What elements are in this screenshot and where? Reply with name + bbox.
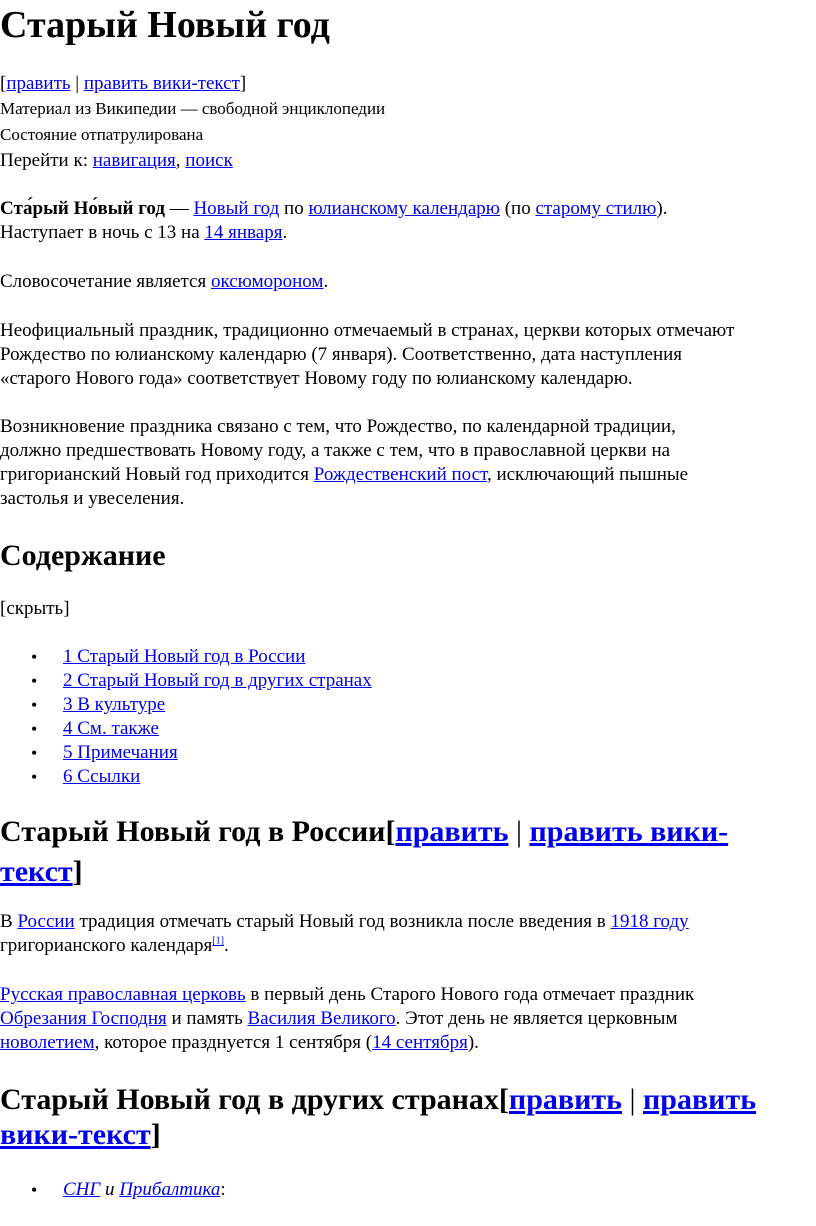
edit-bar xyxy=(0,72,246,96)
reference-link[interactable]: [1] xyxy=(212,935,224,947)
sep-14-link[interactable]: 14 сентября xyxy=(372,1032,468,1053)
bracket-open: [ xyxy=(385,815,396,848)
toc-toggle[interactable]: [скрыть] xyxy=(0,598,70,619)
text: , исключающий пышные xyxy=(486,464,689,485)
russia-p1-line-2 xyxy=(0,934,229,958)
jump-label: Перейти к: xyxy=(0,150,93,171)
toc-list xyxy=(0,645,372,789)
intro-line-1 xyxy=(0,197,667,221)
text: ). xyxy=(467,1032,479,1053)
russia-link[interactable]: России xyxy=(17,911,75,932)
edit-wikitext-link[interactable]: править вики-текст xyxy=(83,73,240,94)
section-heading-russia-cont xyxy=(0,852,83,892)
church-new-year-link[interactable]: новолетием xyxy=(0,1032,95,1053)
text: Словосочетание является xyxy=(0,271,211,292)
paragraph-3-line-2: Рождество по юлианскому календарю (7 января). Соответственно, дата наступления xyxy=(0,344,683,365)
bracket-close: ] xyxy=(150,1118,161,1151)
section-edit-wikitext-link[interactable]: править xyxy=(643,1083,757,1116)
text: и xyxy=(100,1179,120,1200)
new-year-link[interactable]: Новый год xyxy=(193,198,280,219)
intro-line-2 xyxy=(0,221,287,245)
russia-p1-line-1 xyxy=(0,910,689,934)
old-style-link[interactable]: старому стилю xyxy=(535,198,657,219)
toc-item xyxy=(0,693,372,717)
bracket-close: ] xyxy=(239,73,247,94)
section-heading-russia xyxy=(0,812,728,852)
toc-item xyxy=(0,717,372,741)
jump-navigation-link[interactable]: навигация xyxy=(92,150,176,171)
text: . xyxy=(223,935,229,956)
julian-calendar-link[interactable]: юлианскому календарю xyxy=(308,198,500,219)
text: (по xyxy=(499,198,536,219)
section-title: Старый Новый год в России xyxy=(0,815,386,848)
year-1918-link[interactable]: 1918 году xyxy=(610,911,689,932)
cis-link[interactable]: СНГ xyxy=(63,1179,101,1200)
text: . xyxy=(282,222,288,243)
oxymoron-paragraph xyxy=(0,270,328,294)
patrol-state: Состояние отпатрулирована xyxy=(0,125,204,144)
source-note: Материал из Википедии — свободной энциклопедии xyxy=(0,99,386,118)
text: Наступает в ночь с 13 на xyxy=(0,222,205,243)
edit-link[interactable]: править xyxy=(6,73,71,94)
russia-p2-line-3 xyxy=(0,1031,479,1055)
toc-item xyxy=(0,765,372,789)
text: григорианского календаря xyxy=(0,935,213,956)
toc-link-russia[interactable]: 1 Старый Новый год в России xyxy=(63,646,306,667)
paragraph-4-line-4: застолья и увеселения. xyxy=(0,488,185,509)
text: : xyxy=(220,1179,226,1200)
jump-search-link[interactable]: поиск xyxy=(185,150,233,171)
toc-link-notes[interactable]: 5 Примечания xyxy=(63,742,178,763)
paragraph-4-line-3 xyxy=(0,463,688,487)
oxymoron-link[interactable]: оксюмороном xyxy=(210,271,324,292)
text: по xyxy=(279,198,309,219)
jump-to xyxy=(0,149,233,173)
toc-item xyxy=(0,741,372,765)
toc-heading: Содержание xyxy=(0,539,166,572)
section-edit-wikitext-link-cont[interactable]: текст xyxy=(0,855,73,888)
section-edit-wikitext-link-cont[interactable]: вики-текст xyxy=(0,1118,151,1151)
text: . xyxy=(323,271,329,292)
list-item xyxy=(0,1178,226,1202)
paragraph-3-line-3: «старого Нового года» соответствует Новому году по юлианскому календарю. xyxy=(0,368,633,389)
orthodox-church-link[interactable]: Русская православная церковь xyxy=(0,984,246,1005)
separator: | xyxy=(70,73,84,94)
section-title: Старый Новый год в других странах xyxy=(0,1083,499,1116)
russia-p2-line-2 xyxy=(0,1007,677,1031)
toc-link-links[interactable]: 6 Ссылки xyxy=(63,766,141,787)
dash: — xyxy=(164,198,194,219)
circumcision-link[interactable]: Обрезания Господня xyxy=(0,1008,167,1029)
paragraph-4-line-2: должно предшествовать Новому году, а также с тем, что в православной церкви на xyxy=(0,440,671,461)
bracket-close: ] xyxy=(72,855,83,888)
paragraph-4-line-1: Возникновение праздника связано с тем, что Рождество, по календарной традиции, xyxy=(0,416,676,437)
bracket-open: [ xyxy=(498,1083,509,1116)
intro-term: Ста́рый Но́вый год xyxy=(0,198,165,219)
toc-link-see-also[interactable]: 4 См. также xyxy=(63,718,159,739)
baltic-link[interactable]: Прибалтика xyxy=(119,1179,221,1200)
toc-link-other-countries[interactable]: 2 Старый Новый год в других странах xyxy=(63,670,372,691)
section-edit-link[interactable]: править xyxy=(395,815,509,848)
bracket-open: [ xyxy=(0,73,7,94)
section-heading-other-countries-cont xyxy=(0,1115,161,1155)
text: . Этот день не является церковным xyxy=(395,1008,678,1029)
text: традиция отмечать старый Новый год возникла после введения в xyxy=(74,911,611,932)
section-heading-other-countries xyxy=(0,1080,756,1120)
toc-item xyxy=(0,669,372,693)
comma: , xyxy=(175,150,186,171)
nativity-fast-link[interactable]: Рождественский пост xyxy=(313,464,487,485)
text: , которое празднуется 1 сентября ( xyxy=(94,1032,373,1053)
russia-p2-line-1 xyxy=(0,983,694,1007)
toc-item xyxy=(0,645,372,669)
text: ). xyxy=(656,198,668,219)
separator: | xyxy=(508,815,530,848)
paragraph-3-line-1: Неофициальный праздник, традиционно отмечаемый в странах, церкви которых отмечают xyxy=(0,320,735,341)
text: В xyxy=(0,911,18,932)
toc-link-culture[interactable]: 3 В культуре xyxy=(63,694,166,715)
text: григорианский Новый год приходится xyxy=(0,464,314,485)
section-edit-link[interactable]: править xyxy=(508,1083,622,1116)
basil-the-great-link[interactable]: Василия Великого xyxy=(247,1008,396,1029)
page-title: Старый Новый год xyxy=(0,4,330,46)
jan-14-link[interactable]: 14 января xyxy=(204,222,283,243)
text: и память xyxy=(166,1008,248,1029)
text: в первый день Старого Нового года отмечает праздник xyxy=(245,984,695,1005)
section-edit-wikitext-link[interactable]: править вики- xyxy=(529,815,729,848)
separator: | xyxy=(621,1083,643,1116)
